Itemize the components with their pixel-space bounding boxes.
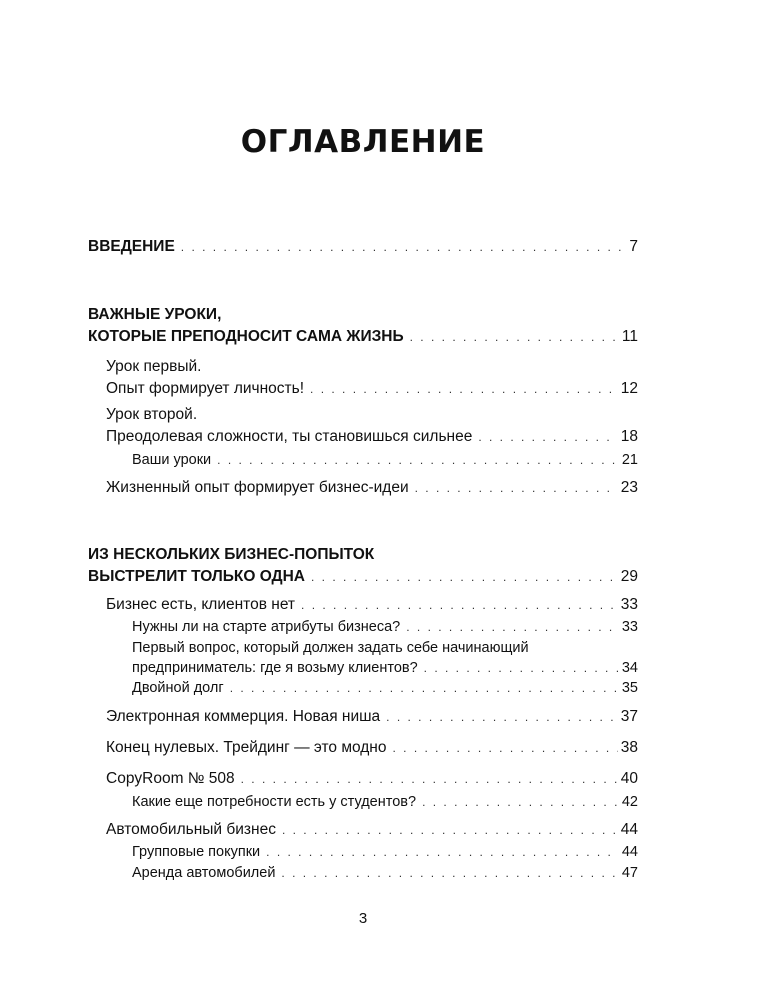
toc-entry-page: 23 xyxy=(620,479,638,496)
toc-entry-page: 7 xyxy=(629,238,638,255)
toc-entry-title: Двойной долг xyxy=(132,680,224,696)
toc-entry-page: 44 xyxy=(620,821,638,838)
toc-entry-car-rental[interactable] xyxy=(132,862,638,884)
toc-entry-page: 44 xyxy=(621,844,638,860)
dot-leader xyxy=(386,706,618,728)
toc-entry-page: 35 xyxy=(621,680,638,696)
toc-entry-chapter2[interactable] xyxy=(88,566,638,588)
toc-entry-title: CopyRoom № 508 xyxy=(106,770,235,787)
toc-entry-title: Автомобильный бизнес xyxy=(106,821,276,838)
dot-leader xyxy=(410,326,619,348)
toc-entry-title: ВЫСТРЕЛИТ ТОЛЬКО ОДНА xyxy=(88,568,305,585)
dot-leader xyxy=(217,449,619,471)
toc-entry-page: 12 xyxy=(620,380,638,397)
toc-entry-title: КОТОРЫЕ ПРЕПОДНОСИТ САМА ЖИЗНЬ xyxy=(88,328,404,345)
toc-entry-life-experience[interactable] xyxy=(106,477,638,499)
toc-entry-title: Какие еще потребности есть у студентов? xyxy=(132,794,417,810)
toc-entry-title: ВВЕДЕНИЕ xyxy=(88,238,175,255)
dot-leader xyxy=(478,426,617,448)
toc-entry-title: предприниматель: где я возьму клиентов? xyxy=(132,660,418,676)
toc-entry-student-needs[interactable] xyxy=(132,791,638,813)
toc-chapter-title: ИЗ НЕСКОЛЬКИХ БИЗНЕС-ПОПЫТОК xyxy=(88,546,375,563)
dot-leader xyxy=(282,819,618,841)
toc-entry-title: Бизнес есть, клиентов нет xyxy=(106,596,296,613)
toc-entry-title: Нужны ли на старте атрибуты бизнеса? xyxy=(132,619,401,635)
toc-entry-page: 33 xyxy=(621,619,638,635)
toc-entry-page: 33 xyxy=(620,596,638,613)
toc-entry-auto-business[interactable] xyxy=(106,819,638,841)
toc-entry-page: 18 xyxy=(620,428,638,445)
dot-leader xyxy=(310,378,618,400)
toc-entry-no-clients[interactable] xyxy=(106,594,638,616)
dot-leader xyxy=(266,841,619,863)
dot-leader xyxy=(393,737,618,759)
dot-leader xyxy=(415,477,618,499)
toc-entry-attributes[interactable] xyxy=(132,616,638,638)
toc-entry-first-question[interactable] xyxy=(132,657,638,679)
toc-entry-page: 21 xyxy=(621,452,638,468)
toc-entry-your-lessons[interactable] xyxy=(132,449,638,471)
toc-heading: ОГЛАВЛЕНИЕ xyxy=(240,124,486,160)
toc-entry-lesson2[interactable] xyxy=(106,426,638,448)
dot-leader xyxy=(311,566,618,588)
toc-entry-intro[interactable] xyxy=(88,236,638,258)
toc-entry-title: Электронная коммерция. Новая ниша xyxy=(106,708,381,725)
toc-entry-ecommerce[interactable] xyxy=(106,706,638,728)
toc-entry-page: 34 xyxy=(621,660,638,676)
toc-entry-page: 42 xyxy=(621,794,638,810)
toc-entry-page: 47 xyxy=(621,865,638,881)
toc-entry-trading[interactable] xyxy=(106,737,638,759)
toc-entry-page: 29 xyxy=(620,568,638,585)
dot-leader xyxy=(230,677,619,699)
toc-entry-chapter1[interactable] xyxy=(88,326,638,348)
toc-entry-group-buying[interactable] xyxy=(132,841,638,863)
dot-leader xyxy=(422,791,619,813)
toc-section-title: Урок второй. xyxy=(106,406,198,423)
toc-chapter-title: ВАЖНЫЕ УРОКИ, xyxy=(88,306,222,323)
toc-entry-title: Преодолевая сложности, ты становишься сильнее xyxy=(106,428,473,445)
toc-entry-copyroom[interactable] xyxy=(106,768,638,790)
page-number: 3 xyxy=(358,910,368,927)
toc-entry-title: Аренда автомобилей xyxy=(132,865,276,881)
toc-entry-page: 38 xyxy=(620,739,638,756)
toc-entry-title: Групповые покупки xyxy=(132,844,261,860)
dot-leader xyxy=(281,862,618,884)
toc-entry-title: Ваши уроки xyxy=(132,452,212,468)
toc-entry-page: 11 xyxy=(621,328,638,345)
dot-leader xyxy=(406,616,619,638)
toc-entry-title: Жизненный опыт формирует бизнес-идеи xyxy=(106,479,409,496)
toc-entry-page: 40 xyxy=(620,770,638,787)
dot-leader xyxy=(181,236,627,258)
dot-leader xyxy=(424,657,619,679)
toc-entry-title: Конец нулевых. Трейдинг — это модно xyxy=(106,739,387,756)
toc-entry-double-debt[interactable] xyxy=(132,677,638,699)
toc-entry-page: 37 xyxy=(620,708,638,725)
toc-entry-lesson1[interactable] xyxy=(106,378,638,400)
dot-leader xyxy=(241,768,618,790)
toc-subsection-title: Первый вопрос, который должен задать себе начинающий xyxy=(132,640,529,656)
toc-section-title: Урок первый. xyxy=(106,358,202,375)
toc-entry-title: Опыт формирует личность! xyxy=(106,380,305,397)
dot-leader xyxy=(301,594,618,616)
